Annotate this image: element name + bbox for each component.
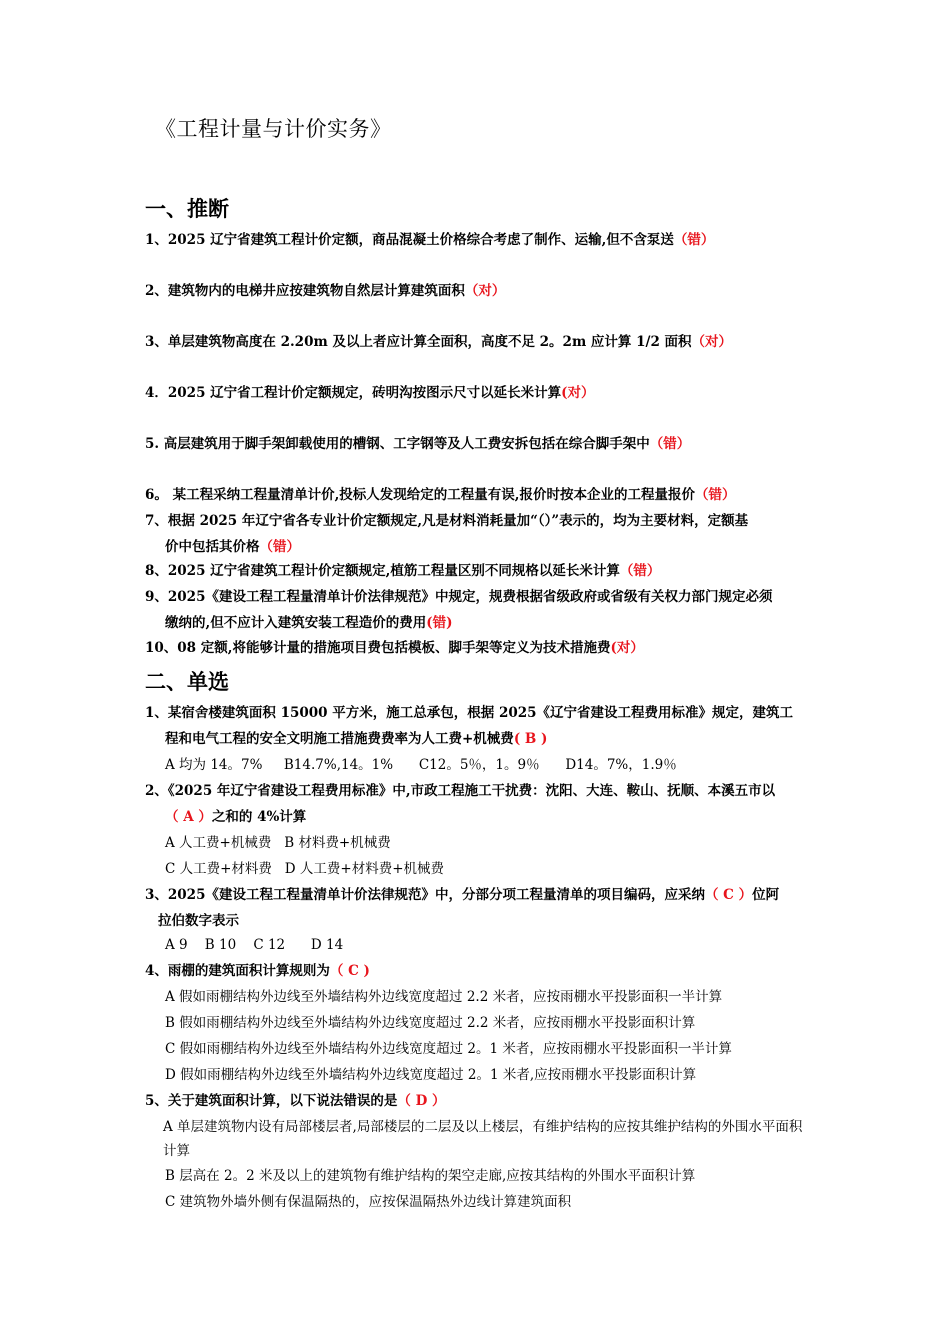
question-4-option-b: B 假如雨棚结构外边线至外墙结构外边线宽度超过 2.2 米者，应按雨棚水平投影面积计算 — [165, 1015, 696, 1031]
question-text: 1、某宿舍楼建筑面积 15000 平方米，施工总承包，根据 2025《辽宁省建设工程费用标准》规定，建筑工 — [145, 705, 794, 721]
item-text: 10、08 定额,将能够计量的措施项目费包括模板、脚手架等定义为技术措施费 — [145, 640, 611, 656]
choice-question-1 — [145, 700, 810, 752]
question-answer: ( B ) — [513, 731, 548, 747]
item-answer: （错） — [259, 539, 300, 555]
question-text: 3、2025《建设工程工程量清单计价法律规范》中，分部分项工程量清单的项目编码，应采纳 — [145, 887, 705, 903]
question-2-options-cd: C 人工费+材料费 D 人工费+材料费+机械费 — [165, 861, 445, 877]
question-5-option-c: C 建筑物外墙外侧有保温隔热的，应按保温隔热外边线计算建筑面积 — [165, 1194, 572, 1210]
question-continuation-text: 之和的 4%计算 — [211, 809, 307, 825]
document-title: 《工程计量与计价实务》 — [155, 117, 392, 141]
item-answer: (对） — [561, 385, 595, 401]
section-heading-single-choice: 二、单选 — [145, 669, 229, 694]
question-2-options-ab: A 人工费+机械费 B 材料费+机械费 — [165, 835, 391, 851]
question-answer: （ C ) — [329, 963, 370, 979]
question-4-option-c: C 假如雨棚结构外边线至外墙结构外边线宽度超过 2。1 米者，应按雨棚水平投影面积一半计算 — [165, 1041, 732, 1057]
item-text: 1、2025 辽宁省建筑工程计价定额，商品混凝土价格综合考虑了制作、运输,但不含泵送 — [145, 232, 674, 248]
choice-question-2 — [145, 778, 810, 830]
item-answer: （错） — [695, 487, 736, 503]
question-4-option-d: D 假如雨棚结构外边线至外墙结构外边线宽度超过 2。1 米者,应按雨棚水平投影面积计算 — [165, 1067, 697, 1083]
judgement-item-3 — [145, 329, 810, 355]
judgement-item-4 — [145, 380, 810, 406]
question-answer: （ D ） — [397, 1093, 446, 1109]
item-answer: （对） — [691, 334, 733, 350]
judgement-item-2 — [145, 278, 810, 304]
item-answer: （错） — [619, 563, 661, 579]
question-text: 2、《2025 年辽宁省建设工程费用标准》中,市政工程施工干扰费：沈阳、大连、鞍山、抚顺、本溪五市以 — [145, 783, 776, 799]
question-continuation — [145, 726, 810, 752]
question-1-options: A 均为 14。7% B14.7%,14。1% C12。5％，1。9％ D14。7%，1.9％ — [165, 757, 677, 773]
question-text: 4、雨棚的建筑面积计算规则为 — [145, 963, 330, 979]
item-text: 9、2025《建设工程工程量清单计价法律规范》中规定，规费根据省级政府或省级有关权力部门规定必须 — [145, 589, 773, 605]
item-answer: （对） — [464, 283, 506, 299]
question-text-tail: 位阿 — [752, 887, 780, 903]
question-5-option-a: A 单层建筑物内设有局部楼层者,局部楼层的二层及以上楼层，有维护结构的应按其维护结构的外围水平面积计算 — [163, 1119, 803, 1159]
item-answer: (对） — [610, 640, 644, 656]
judgement-item-7 — [145, 508, 810, 560]
item-text: 5. 高层建筑用于脚手架卸载使用的槽钢、工字钢等及人工费安拆包括在综合脚手架中 — [145, 436, 650, 452]
item-text: 4．2025 辽宁省工程计价定额规定，砖明沟按图示尺寸以延长米计算 — [145, 385, 562, 401]
item-answer: （错） — [673, 232, 715, 248]
item-continuation-text: 价中包括其价格 — [165, 539, 260, 555]
item-continuation — [145, 534, 810, 560]
judgement-item-9 — [145, 584, 810, 636]
choice-question-4 — [145, 958, 810, 984]
item-continuation — [145, 610, 810, 636]
question-5-option-b: B 层高在 2。2 米及以上的建筑物有维护结构的架空走廊,应按其结构的外围水平面积计算 — [165, 1168, 696, 1184]
question-3-options: A 9 B 10 C 12 D 14 — [165, 937, 344, 953]
question-continuation — [145, 804, 810, 830]
judgement-item-1 — [145, 227, 810, 253]
judgement-item-6 — [145, 482, 810, 508]
item-text: 3、单层建筑物高度在 2.20m 及以上者应计算全面积，高度不足 2。2m 应计算 1/2 面积 — [145, 334, 692, 350]
judgement-item-8 — [145, 558, 810, 584]
item-text: 2、建筑物内的电梯井应按建筑物自然层计算建筑面积 — [145, 283, 465, 299]
question-answer: （ A ） — [165, 809, 212, 825]
item-continuation-text: 缴纳的,但不应计入建筑安装工程造价的费用 — [165, 615, 427, 631]
section-heading-judgement: 一、推断 — [145, 196, 229, 221]
question-text: 5、关于建筑面积计算，以下说法错误的是 — [145, 1093, 398, 1109]
item-answer: (错) — [426, 615, 453, 631]
judgement-item-10 — [145, 635, 810, 661]
item-answer: （错） — [649, 436, 691, 452]
choice-question-5 — [145, 1088, 810, 1114]
choice-question-3 — [145, 882, 810, 934]
item-text: 8、2025 辽宁省建筑工程计价定额规定,植筋工程量区别不同规格以延长米计算 — [145, 563, 620, 579]
question-answer: （ C ） — [704, 887, 753, 903]
item-text: 6。 某工程采纳工程量清单计价,投标人发现给定的工程量有误,报价时按本企业的工程量报价 — [145, 487, 695, 503]
question-continuation-text: 程和电气工程的安全文明施工措施费费率为人工费+机械费 — [165, 731, 514, 747]
question-4-option-a: A 假如雨棚结构外边线至外墙结构外边线宽度超过 2.2 米者，应按雨棚水平投影面积一半计算 — [165, 989, 723, 1005]
item-text: 7、根据 2025 年辽宁省各专业计价定额规定,凡是材料消耗量加“（）”表示的，均为主要材料，定额基 — [145, 513, 749, 529]
question-continuation: 拉伯数字表示 — [158, 913, 239, 929]
judgement-item-5 — [145, 431, 810, 457]
